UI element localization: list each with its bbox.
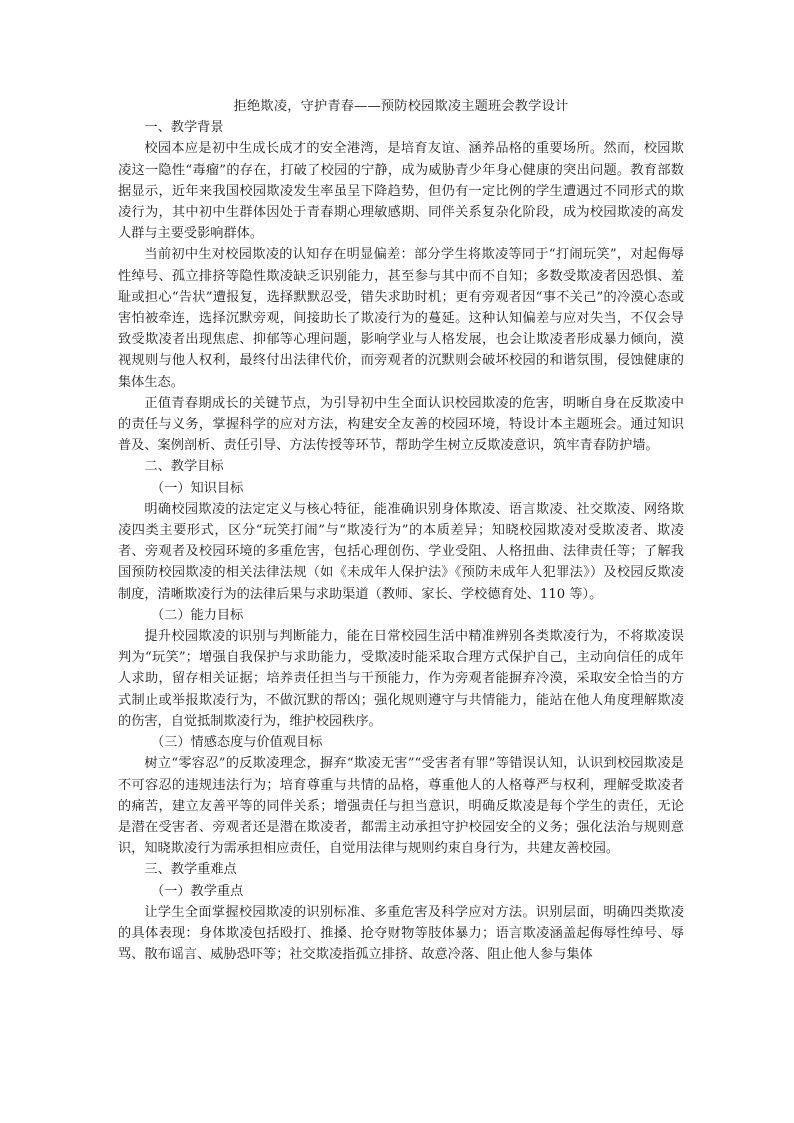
background-paragraph-2: 当前初中生对校园欺凌的认知存在明显偏差：部分学生将欺凌等同于“打闹玩笑”，对起侮辱性绰号、孤立排挤等隐性欺凌缺乏识别能力，甚至参与其中而不自知；多数受欺凌者因恐惧、羞耻或担心“告状”遭报复，选择默默忍受，错失求助时机；更有旁观者因“事不关己”的冷漠心态或害怕被牵连，选择沉默旁观，间接助长了欺凌行为的蔓延。这种认知偏差与应对失当，不仅会导致受欺凌者出现焦虑、抑郁等心理问题，影响学业与人格发展，也会让欺凌者形成暴力倾向，漠视规则与他人权利，最终付出法律代价，而旁观者的沉默则会破坏校园的和谐氛围，侵蚀健康的集体生态。 [118,247,684,390]
ability-paragraph: 提升校园欺凌的识别与判断能力，能在日常校园生活中精准辨别各类欺凌行为，不将欺凌误判为“玩笑”；增强自我保护与求助能力，受欺凌时能采取合理方式保护自己，主动向信任的成年人求助，留存相关证据；培养责任担当与干预能力，作为旁观者能摒弃冷漠，采取安全恰当的方式制止或举报欺凌行为，不做沉默的帮凶；强化规则遵守与共情能力，能站在他人角度理解欺凌的伤害，自觉抵制欺凌行为，维护校园秩序。 [118,629,684,729]
document-page [118,96,684,965]
subheading-knowledge: （一）知识目标 [151,480,244,496]
subheading-teaching-focus: （一）教学重点 [151,883,244,899]
teaching-focus-paragraph: 让学生全面掌握校园欺凌的识别标准、多重危害及科学应对方法。识别层面，明确四类欺凌的具体表现：身体欺凌包括殴打、推搡、抢夺财物等肢体暴力；语言欺凌涵盖起侮辱性绰号、辱骂、散布谣言、威胁恐吓等；社交欺凌指孤立排挤、故意冷落、阻止他人参与集体 [118,904,684,963]
document-title: 拒绝欺凌，守护青春——预防校园欺凌主题班会教学设计 [233,99,569,114]
section-heading-key-points: 三、教学重难点 [144,862,237,878]
background-paragraph-3: 正值青春期成长的关键节点，为引导初中生全面认识校园欺凌的危害，明晰自身在反欺凌中的责任与义务，掌握科学的应对方法，构建安全友善的校园环境，特设计本主题班会。通过知识普及、案例剖析、责任引导、方法传授等环节，帮助学生树立反欺凌意识，筑牢青春防护墙。 [118,395,684,454]
values-paragraph: 树立“零容忍”的反欺凌理念，摒弃“欺凌无害”“受害者有罪”等错误认知，认识到校园欺凌是不可容忍的违规违法行为；培育尊重与共情的品格，尊重他人的人格尊严与权利，理解受欺凌者的痛苦，建立友善平等的同伴关系；增强责任与担当意识，明确反欺凌是每个学生的责任，无论是潜在受害者、旁观者还是潜在欺凌者，都需主动承担守护校园安全的义务；强化法治与规则意识，知晓欺凌行为需承担相应责任，自觉用法律与规则约束自身行为，共建友善校园。 [118,756,684,857]
knowledge-paragraph: 明确校园欺凌的法定定义与核心特征，能准确识别身体欺凌、语言欺凌、社交欺凌、网络欺凌四类主要形式，区分“玩笑打闹”与“欺凌行为”的本质差异；知晓校园欺凌对受欺凌者、欺凌者、旁观者及校园环境的多重危害，包括心理创伤、学业受阻、人格扭曲、法律责任等；了解我国预防校园欺凌的相关法律法规（如《未成年人保护法》《预防未成年人犯罪法》）及校园反欺凌制度，清晰欺凌行为的法律后果与求助渠道（教师、家长、学校德育处、110 等）。 [118,501,684,602]
background-paragraph-1: 校园本应是初中生成长成才的安全港湾，是培育友谊、涵养品格的重要场所。然而，校园欺凌这一隐性“毒瘤”的存在，打破了校园的宁静，成为威胁青少年身心健康的突出问题。教育部数据显示，近年来我国校园欺凌发生率虽呈下降趋势，但仍有一定比例的学生遭遇过不同形式的欺凌行为，其中初中生群体因处于青春期心理敏感期、同伴关系复杂化阶段，成为校园欺凌的高发人群与主要受影响群体。 [118,141,684,242]
section-heading-background: 一、教学背景 [144,120,224,136]
section-heading-objectives: 二、教学目标 [144,459,224,475]
subheading-values: （三）情感态度与价值观目标 [151,735,323,751]
subheading-ability: （二）能力目标 [151,607,244,623]
